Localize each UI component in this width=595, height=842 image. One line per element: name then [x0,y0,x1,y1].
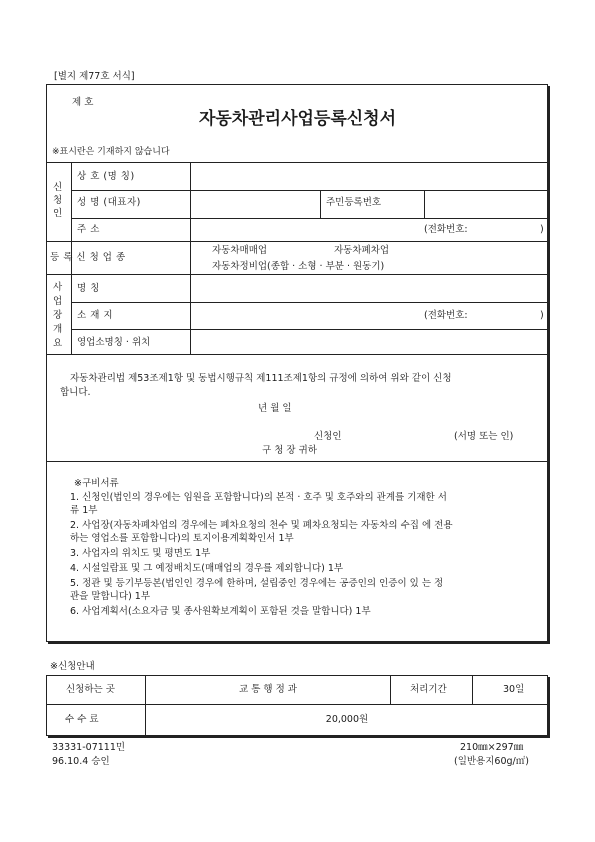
representative-name-field[interactable] [192,192,318,214]
workplace-section-label-2: 업 [53,296,63,307]
declaration-line-1: 자동차관리법 제53조제1항 및 동법시행규칙 제111조제1항의 규정에 의하여 위와 같이 신청 [70,373,452,384]
guide-title: ※신청안내 [50,661,95,672]
workplace-name-field[interactable] [192,277,546,301]
declaration-applicant-label: 신청인 [314,431,342,442]
guide-period-label: 처리기간 [410,684,447,695]
business-type-repair[interactable]: 자동차정비업(종합 · 소형 · 부분 · 원동기) [212,261,385,272]
applicant-section-label-1: 신 [53,182,63,193]
workplace-section-label-5: 요 [53,338,63,349]
guide-place-value: 교 통 행 정 과 [239,684,297,695]
footer-approval: 96.10.4 승인 [52,756,110,767]
guide-fee-value: 20,000원 [325,714,369,725]
sales-office-label: 영업소명칭 · 위치 [77,337,151,348]
document-item-2-line-1: 2. 사업장(자동차폐차업의 경우에는 폐차요청의 천수 및 폐차요청되는 자동차의 수집 에 전용 [70,520,453,531]
workplace-phone-close: ) [540,310,544,321]
resident-number-label: 주민등록번호 [326,197,382,208]
trade-name-label: 상 호 (명 칭) [77,171,135,182]
address-field[interactable] [192,220,420,240]
form-number-label: [별지 제77호 서식] [54,71,135,82]
form-note: ※표시란은 기재하지 않습니다 [52,147,170,157]
recipient-label: 구 청 장 귀하 [262,445,317,456]
document-item-5-line-1: 5. 정관 및 등기부등본(법인인 경우에 한하며, 설립중인 경우에는 공증인의 인증이 있 는 정 [70,578,444,589]
document-item-1-line-2: 류 1부 [70,505,98,516]
signature-label[interactable]: (서명 또는 인) [454,431,514,442]
workplace-section-label-3: 장 [53,310,63,321]
document-item-3: 3. 사업자의 위치도 및 평면도 1부 [70,548,211,559]
resident-number-field[interactable] [426,192,546,214]
footer-form-code: 33331-07111민 [52,742,126,753]
workplace-location-field[interactable] [192,305,420,327]
applicant-section-label-2: 청 [53,195,63,206]
workplace-section-label-4: 개 [53,324,63,335]
applicant-section-label-3: 인 [53,208,63,219]
guide-place-label: 신청하는 곳 [66,684,115,695]
sales-office-field[interactable] [192,332,546,353]
workplace-phone-label: (전화번호: [424,310,468,321]
business-type-dealer[interactable]: 자동차매매업 [212,245,268,256]
business-type-scrapping[interactable]: 자동차폐차업 [334,245,390,256]
address-label: 주 소 [77,224,100,235]
document-item-1-line-1: 1. 신청인(법인의 경우에는 임원을 포함합니다)의 본적 · 호주 및 호주와의 관계를 기재한 서 [70,492,447,503]
declaration-date[interactable]: 년 월 일 [258,403,292,414]
workplace-section-label-1: 사 [53,282,63,293]
guide-fee-label: 수 수 료 [65,714,99,725]
documents-title: ※구비서류 [74,478,119,489]
document-item-6: 6. 사업계획서(소요자금 및 종사원확보계획이 포함된 것을 말합니다) 1부 [70,606,371,617]
document-item-5-line-2: 관을 말합니다) 1부 [70,591,151,602]
guide-period-value: 30일 [503,684,525,695]
page-title: 자동차관리사업등록신청서 [198,109,397,129]
workplace-location-label: 소 재 지 [77,310,114,321]
footer-paper-type: (일반용지60g/㎡) [454,756,529,767]
business-type-label: 등 록 신 청 업 종 [50,252,126,263]
applicant-phone-label: (전화번호: [424,224,468,235]
document-item-2-line-2: 하는 영업소를 포함합니다)의 토지이용계획확인서 1부 [70,533,294,544]
trade-name-field[interactable] [192,164,546,188]
applicant-phone-close: ) [540,224,544,235]
document-item-4: 4. 시설일람표 및 그 예정배치도(매매업의 경우를 제외합니다) 1부 [70,563,344,574]
registration-number-label: 제 호 [72,97,94,108]
representative-name-label: 성 명 (대표자) [77,197,141,208]
declaration-line-2: 합니다. [60,387,91,398]
footer-paper-size: 210㎜×297㎜ [460,742,524,753]
workplace-name-label: 명 칭 [77,283,100,294]
